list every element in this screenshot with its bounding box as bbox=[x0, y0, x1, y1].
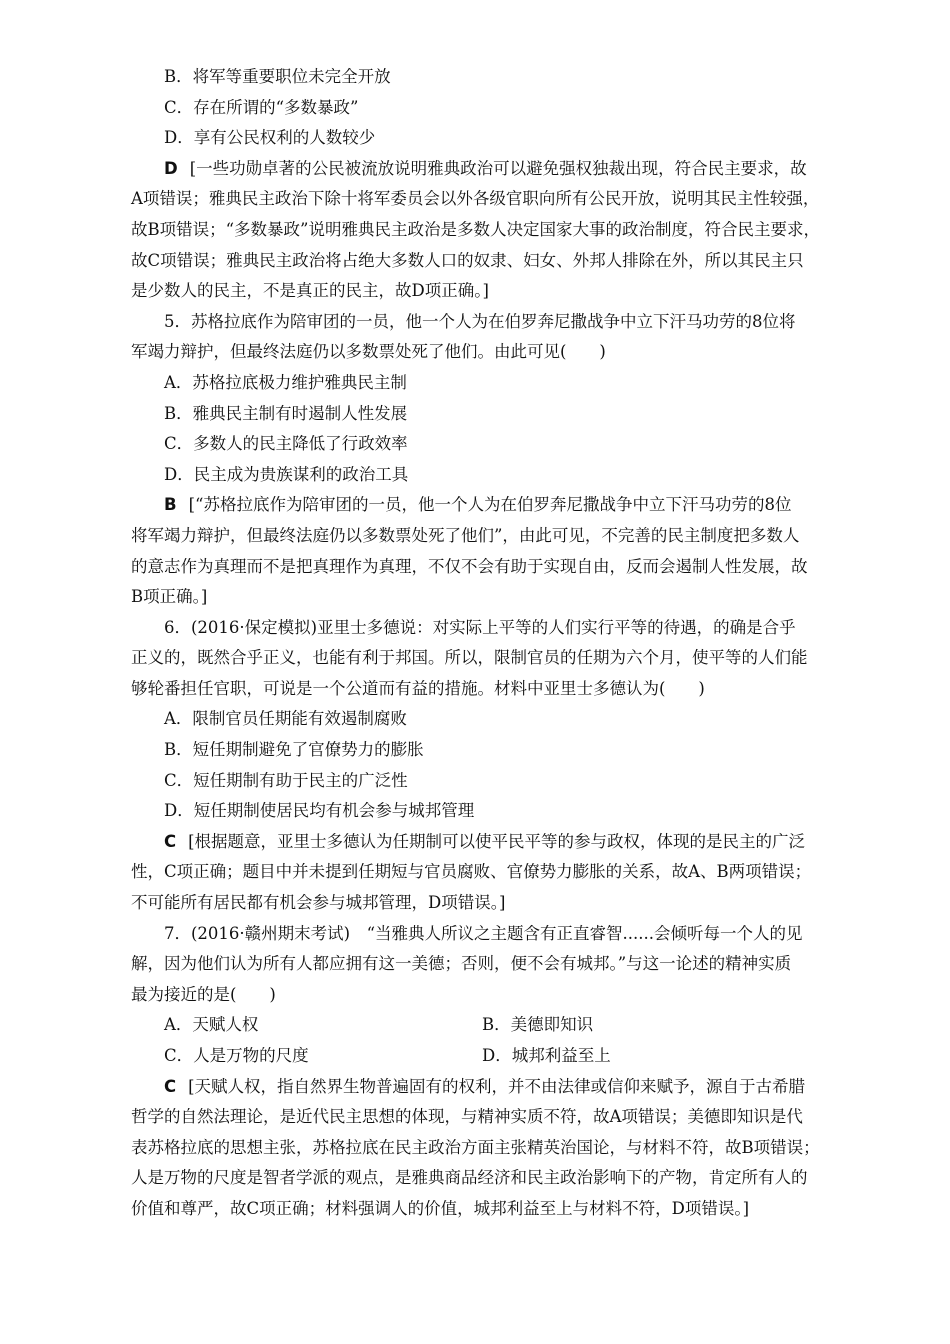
q5-answer-line-1 bbox=[131, 490, 831, 521]
q6-stem-3: 够轮番担任官职，可说是一个公道而有益的措施。材料中亚里士多德认为( ) bbox=[131, 678, 705, 698]
page-content bbox=[131, 62, 831, 1225]
q6-stem-2: 正义的，既然合乎正义，也能有利于邦国。所以，限制官员的任期为六个月，使平等的人们能 bbox=[131, 648, 808, 668]
q5-stem-1: 5．苏格拉底作为陪审团的一员，他一个人为在伯罗奔尼撒战争中立下汗马功劳的8位将 bbox=[164, 311, 796, 331]
q4-explanation-5: 是少数人的民主，不是真正的民主，故D项正确。] bbox=[131, 281, 489, 301]
q7-option-d: D．城邦利益至上 bbox=[482, 1046, 611, 1065]
q5-explanation-4: B项正确。] bbox=[131, 587, 208, 607]
q7-explanation-5: 价值和尊严，故C项正确；材料强调人的价值，城邦利益至上与材料不符，D项错误。] bbox=[131, 1198, 750, 1218]
q4-explanation-1: [一些功勋卓著的公民被流放说明雅典政治可以避免强权独裁出现，符合民主要求，故 bbox=[189, 158, 807, 178]
q6-option-a: A．限制官员任期能有效遏制腐败 bbox=[164, 709, 407, 729]
q7-stem-3: 最为接近的是( ) bbox=[131, 984, 276, 1004]
q6-explanation-1: [根据题意，亚里士多德认为任期制可以使平民平等的参与政权，体现的是民主的广泛 bbox=[188, 831, 806, 851]
q4-explanation-4: 故C项错误；雅典民主政治将占绝大多数人口的奴隶、妇女、外邦人排除在外，所以其民主只 bbox=[131, 250, 804, 270]
q7-option-b: B．美德即知识 bbox=[482, 1015, 594, 1035]
q5-option-b: B．雅典民主制有时遏制人性发展 bbox=[164, 403, 408, 423]
q6-option-b: B．短任期制避免了官僚势力的膨胀 bbox=[164, 740, 424, 760]
q6-answer-line-1 bbox=[131, 827, 831, 858]
q7-options-row-1 bbox=[131, 1010, 831, 1041]
q7-option-c: C．人是万物的尺度 bbox=[164, 1046, 309, 1065]
q4-explanation-2: A项错误；雅典民主政治下除十将军委员会以外各级官职向所有公民开放，说明其民主性较强， bbox=[131, 189, 820, 209]
q5-explanation-1: [“苏格拉底作为陪审团的一员，他一个人为在伯罗奔尼撒战争中立下汗马功劳的8位 bbox=[188, 495, 792, 515]
q5-explanation-2: 将军竭力辩护，但最终法庭仍以多数票处死了他们”，由此可见，不完善的民主制度把多数人 bbox=[131, 525, 800, 545]
q4-explanation-3: 故B项错误；“多数暴政”说明雅典民主政治是多数人决定国家大事的政治制度，符合民主要求， bbox=[131, 219, 820, 239]
q6-option-c: C．短任期制有助于民主的广泛性 bbox=[164, 770, 408, 790]
q7-explanation-3: 表苏格拉底的思想主张，苏格拉底在民主政治方面主张精英治国论，与材料不符，故B项错误； bbox=[131, 1137, 820, 1157]
q6-stem-1: 6．(2016·保定模拟)亚里士多德说：对实际上平等的人们实行平等的待遇，的确是合乎 bbox=[164, 617, 796, 637]
q7-stem-2: 解，因为他们认为所有人都应拥有这一美德；否则，便不会有城邦。”与这一论述的精神实质 bbox=[131, 954, 792, 974]
q4-answer-line-1 bbox=[131, 154, 831, 185]
q7-answer-letter: C bbox=[164, 1076, 177, 1096]
q6-answer-letter: C bbox=[164, 831, 177, 851]
q6-option-d: D．短任期制使居民均有机会参与城邦管理 bbox=[164, 801, 475, 821]
q5-option-a: A．苏格拉底极力维护雅典民主制 bbox=[164, 372, 407, 392]
q4-option-c: C．存在所谓的“多数暴政” bbox=[164, 97, 359, 117]
q7-answer-line-1 bbox=[131, 1072, 831, 1103]
q4-option-b: B．将军等重要职位未完全开放 bbox=[164, 67, 391, 86]
q5-option-c: C．多数人的民主降低了行政效率 bbox=[164, 434, 408, 454]
q7-explanation-1: [天赋人权，指自然界生物普遍固有的权利，并不由法律或信仰来赋予，源自于古希腊 bbox=[188, 1076, 806, 1096]
q5-option-d: D．民主成为贵族谋利的政治工具 bbox=[164, 464, 409, 484]
q6-explanation-2: 性，C项正确；题目中并未提到任期短与官员腐败、官僚势力膨胀的关系，故A、B两项错误； bbox=[131, 862, 812, 882]
q5-stem-2: 军竭力辩护，但最终法庭仍以多数票处死了他们。由此可见( ) bbox=[131, 342, 606, 362]
q5-explanation-3: 的意志作为真理而不是把真理作为真理，不仅不会有助于实现自由，反而会遏制人性发展，故 bbox=[131, 556, 808, 576]
q5-answer-letter: B bbox=[164, 495, 177, 515]
q7-option-a: A．天赋人权 bbox=[164, 1015, 259, 1035]
q6-explanation-3: 不可能所有居民都有机会参与城邦管理，D项错误。] bbox=[131, 893, 506, 913]
q7-explanation-2: 哲学的自然法理论，是近代民主思想的体现，与精神实质不符，故A项错误；美德即知识是代 bbox=[131, 1107, 803, 1127]
q4-answer-letter: D bbox=[164, 158, 178, 178]
q7-stem-1: 7．(2016·赣州期末考试) “当雅典人所议之主题含有正直睿智......会倾听每一个人的见 bbox=[164, 923, 803, 943]
q7-options-row-2 bbox=[131, 1041, 831, 1072]
q7-explanation-4: 人是万物的尺度是智者学派的观点，是雅典商品经济和民主政治影响下的产物，肯定所有人的 bbox=[131, 1168, 808, 1188]
q4-option-d: D．享有公民权利的人数较少 bbox=[164, 128, 376, 148]
